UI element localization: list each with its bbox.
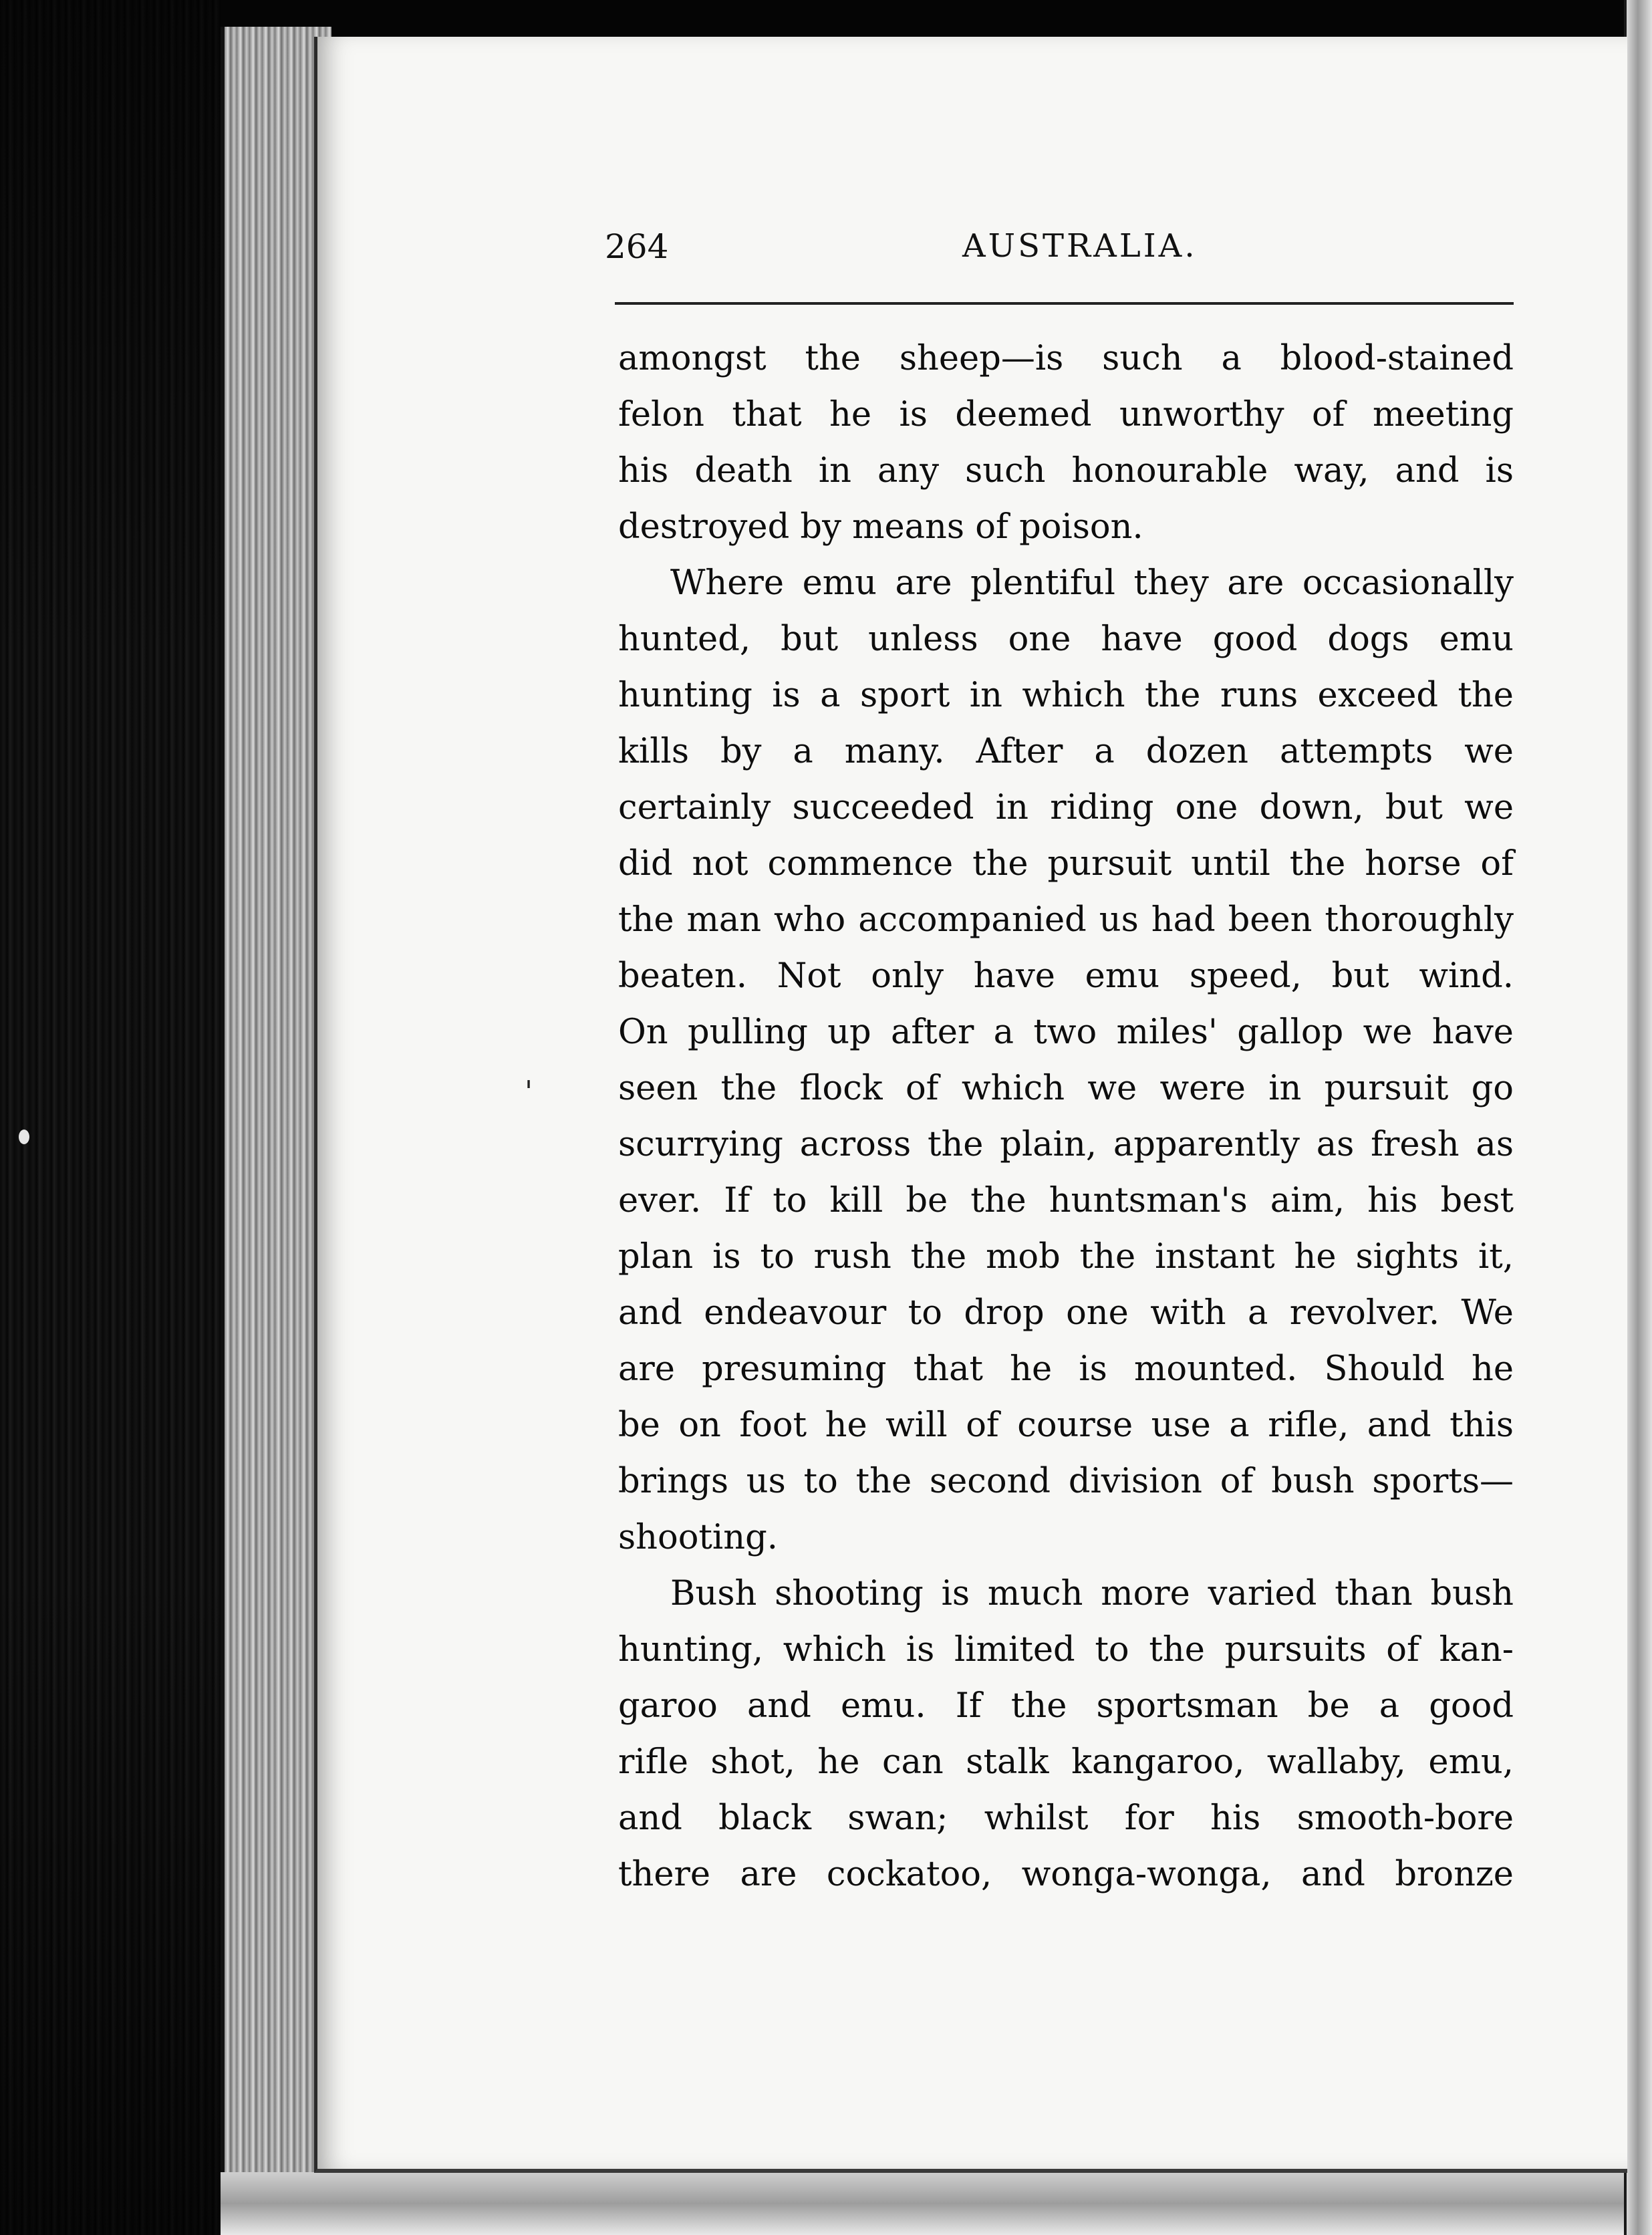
text-line: hunting, which is limited to the pursuits of kan- — [618, 1630, 1514, 1670]
book-bottom-edge — [221, 2172, 1652, 2235]
text-line: hunted, but unless one have good dogs emu — [618, 620, 1514, 659]
text-line: hunting is a sport in which the runs exceed the — [618, 676, 1514, 715]
text-line: shooting. — [618, 1518, 778, 1557]
page-number: 264 — [605, 227, 669, 266]
text-line: destroyed by means of poison. — [618, 507, 1143, 547]
text-line: did not commence the pursuit until the horse of — [618, 844, 1514, 884]
text-line: certainly succeeded in riding one down, but we — [618, 788, 1514, 827]
scan-speck — [19, 1130, 29, 1144]
text-line: be on foot he will of course use a rifle, and this — [618, 1406, 1514, 1445]
book-right-edge — [1624, 0, 1652, 2235]
text-line: the man who accompanied us had been thoroughly — [618, 900, 1514, 940]
text-line: ever. If to kill be the huntsman's aim, his best — [618, 1181, 1514, 1220]
header-rule — [615, 302, 1514, 305]
text-line: kills by a many. After a dozen attempts we — [618, 732, 1514, 771]
running-title: AUSTRALIA. — [962, 227, 1198, 265]
text-line: Where emu are plentiful they are occasionally — [670, 563, 1514, 603]
text-line: and black swan; whilst for his smooth-bore — [618, 1799, 1514, 1838]
text-line: felon that he is deemed unworthy of meeting — [618, 395, 1514, 434]
text-line: garoo and emu. If the sportsman be a good — [618, 1686, 1514, 1726]
text-line: Bush shooting is much more varied than bush — [670, 1574, 1514, 1613]
text-line: there are cockatoo, wonga-wonga, and bronze — [618, 1855, 1514, 1894]
text-line: On pulling up after a two miles' gallop we have — [618, 1013, 1514, 1052]
text-line: plan is to rush the mob the instant he sights it, — [618, 1237, 1514, 1277]
body-text — [618, 331, 1514, 1903]
text-line: brings us to the second division of bush sports— — [618, 1462, 1514, 1501]
text-line: beaten. Not only have emu speed, but wind. — [618, 956, 1514, 996]
text-line: amongst the sheep—is such a blood-stained — [618, 339, 1514, 378]
text-line: are presuming that he is mounted. Should he — [618, 1349, 1514, 1389]
scan-speck: ꞌ — [525, 1075, 533, 1109]
text-line: and endeavour to drop one with a revolver. We — [618, 1293, 1514, 1333]
text-line: seen the flock of which we were in pursuit go — [618, 1069, 1514, 1108]
text-line: rifle shot, he can stalk kangaroo, wallaby, emu, — [618, 1742, 1514, 1782]
text-line: his death in any such honourable way, and is — [618, 451, 1514, 491]
binding-shadow — [0, 0, 221, 2235]
text-line: scurrying across the plain, apparently as fresh as — [618, 1125, 1514, 1164]
